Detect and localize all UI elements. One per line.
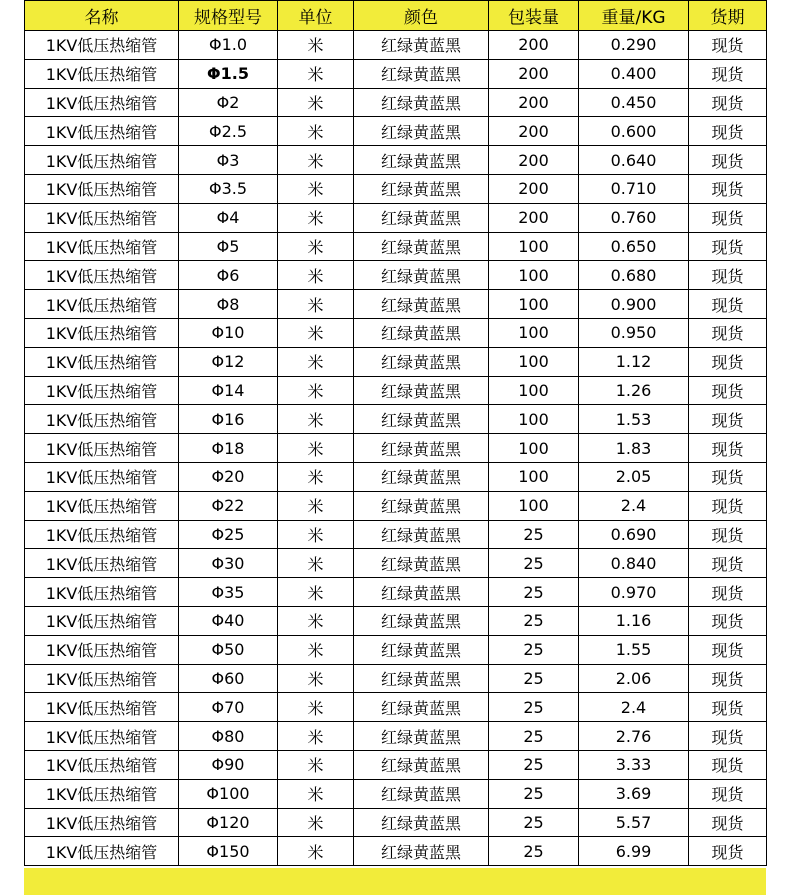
name-cell: 1KV低压热缩管 — [25, 405, 179, 434]
table-row — [25, 491, 767, 520]
qty-cell: 25 — [489, 693, 579, 722]
unit-cell: 米 — [278, 88, 354, 117]
weight-cell: 6.99 — [579, 837, 689, 866]
unit-cell: 米 — [278, 434, 354, 463]
qty-cell: 25 — [489, 779, 579, 808]
table-row — [25, 318, 767, 347]
color-cell: 红绿黄蓝黑 — [354, 203, 489, 232]
name-cell: 1KV低压热缩管 — [25, 434, 179, 463]
table-row — [25, 232, 767, 261]
color-cell: 红绿黄蓝黑 — [354, 693, 489, 722]
unit-cell: 米 — [278, 31, 354, 60]
lead-cell: 现货 — [689, 549, 767, 578]
lead-cell: 现货 — [689, 693, 767, 722]
qty-cell: 100 — [489, 318, 579, 347]
spec-cell: Φ20 — [179, 462, 278, 491]
lead-cell: 现货 — [689, 290, 767, 319]
spec-cell: Φ5 — [179, 232, 278, 261]
color-cell: 红绿黄蓝黑 — [354, 606, 489, 635]
lead-cell: 现货 — [689, 31, 767, 60]
spec-cell: Φ25 — [179, 520, 278, 549]
weight-cell: 1.16 — [579, 606, 689, 635]
color-cell: 红绿黄蓝黑 — [354, 232, 489, 261]
color-cell: 红绿黄蓝黑 — [354, 146, 489, 175]
weight-cell: 0.760 — [579, 203, 689, 232]
lead-cell: 现货 — [689, 606, 767, 635]
name-cell: 1KV低压热缩管 — [25, 549, 179, 578]
unit-cell: 米 — [278, 664, 354, 693]
qty-cell: 25 — [489, 578, 579, 607]
weight-cell: 0.400 — [579, 59, 689, 88]
color-cell: 红绿黄蓝黑 — [354, 376, 489, 405]
name-cell: 1KV低压热缩管 — [25, 808, 179, 837]
unit-cell: 米 — [278, 693, 354, 722]
name-cell: 1KV低压热缩管 — [25, 290, 179, 319]
unit-cell: 米 — [278, 462, 354, 491]
header-lead: 货期 — [689, 1, 767, 31]
lead-cell: 现货 — [689, 174, 767, 203]
qty-cell: 200 — [489, 31, 579, 60]
name-cell: 1KV低压热缩管 — [25, 318, 179, 347]
name-cell: 1KV低压热缩管 — [25, 750, 179, 779]
lead-cell: 现货 — [689, 318, 767, 347]
lead-cell: 现货 — [689, 491, 767, 520]
weight-cell: 0.680 — [579, 261, 689, 290]
spec-cell: Φ70 — [179, 693, 278, 722]
spec-cell: Φ50 — [179, 635, 278, 664]
name-cell: 1KV低压热缩管 — [25, 261, 179, 290]
table-row — [25, 261, 767, 290]
weight-cell: 1.83 — [579, 434, 689, 463]
unit-cell: 米 — [278, 520, 354, 549]
weight-cell: 0.900 — [579, 290, 689, 319]
spec-cell: Φ3 — [179, 146, 278, 175]
table-row — [25, 174, 767, 203]
qty-cell: 25 — [489, 808, 579, 837]
color-cell: 红绿黄蓝黑 — [354, 837, 489, 866]
lead-cell: 现货 — [689, 117, 767, 146]
header-unit: 单位 — [278, 1, 354, 31]
weight-cell: 0.290 — [579, 31, 689, 60]
header-spec: 规格型号 — [179, 1, 278, 31]
color-cell: 红绿黄蓝黑 — [354, 664, 489, 693]
color-cell: 红绿黄蓝黑 — [354, 261, 489, 290]
lead-cell: 现货 — [689, 232, 767, 261]
table-row — [25, 722, 767, 751]
table-row — [25, 31, 767, 60]
unit-cell: 米 — [278, 117, 354, 146]
unit-cell: 米 — [278, 405, 354, 434]
table-row — [25, 290, 767, 319]
unit-cell: 米 — [278, 174, 354, 203]
weight-cell: 1.26 — [579, 376, 689, 405]
header-row — [25, 1, 767, 31]
weight-cell: 5.57 — [579, 808, 689, 837]
spec-cell: Φ30 — [179, 549, 278, 578]
header-weight: 重量/KG — [579, 1, 689, 31]
color-cell: 红绿黄蓝黑 — [354, 174, 489, 203]
qty-cell: 100 — [489, 232, 579, 261]
table-row — [25, 405, 767, 434]
lead-cell: 现货 — [689, 59, 767, 88]
color-cell: 红绿黄蓝黑 — [354, 88, 489, 117]
color-cell: 红绿黄蓝黑 — [354, 31, 489, 60]
name-cell: 1KV低压热缩管 — [25, 520, 179, 549]
table-row — [25, 578, 767, 607]
table-row — [25, 520, 767, 549]
qty-cell: 100 — [489, 376, 579, 405]
name-cell: 1KV低压热缩管 — [25, 462, 179, 491]
name-cell: 1KV低压热缩管 — [25, 606, 179, 635]
unit-cell: 米 — [278, 203, 354, 232]
table-row — [25, 549, 767, 578]
weight-cell: 0.690 — [579, 520, 689, 549]
weight-cell: 2.4 — [579, 491, 689, 520]
lead-cell: 现货 — [689, 664, 767, 693]
spec-cell: Φ4 — [179, 203, 278, 232]
color-cell: 红绿黄蓝黑 — [354, 635, 489, 664]
lead-cell: 现货 — [689, 376, 767, 405]
qty-cell: 25 — [489, 549, 579, 578]
unit-cell: 米 — [278, 261, 354, 290]
spec-cell: Φ90 — [179, 750, 278, 779]
name-cell: 1KV低压热缩管 — [25, 146, 179, 175]
unit-cell: 米 — [278, 779, 354, 808]
weight-cell: 0.840 — [579, 549, 689, 578]
spec-cell: Φ2 — [179, 88, 278, 117]
table-row — [25, 376, 767, 405]
weight-cell: 2.05 — [579, 462, 689, 491]
name-cell: 1KV低压热缩管 — [25, 117, 179, 146]
spec-cell: Φ6 — [179, 261, 278, 290]
name-cell: 1KV低压热缩管 — [25, 693, 179, 722]
name-cell: 1KV低压热缩管 — [25, 232, 179, 261]
spec-cell: Φ150 — [179, 837, 278, 866]
unit-cell: 米 — [278, 376, 354, 405]
name-cell: 1KV低压热缩管 — [25, 837, 179, 866]
color-cell: 红绿黄蓝黑 — [354, 434, 489, 463]
table-row — [25, 203, 767, 232]
lead-cell: 现货 — [689, 146, 767, 175]
qty-cell: 25 — [489, 837, 579, 866]
name-cell: 1KV低压热缩管 — [25, 722, 179, 751]
weight-cell: 2.06 — [579, 664, 689, 693]
color-cell: 红绿黄蓝黑 — [354, 520, 489, 549]
weight-cell: 0.950 — [579, 318, 689, 347]
unit-cell: 米 — [278, 837, 354, 866]
name-cell: 1KV低压热缩管 — [25, 779, 179, 808]
name-cell: 1KV低压热缩管 — [25, 347, 179, 376]
lead-cell: 现货 — [689, 88, 767, 117]
table-row — [25, 606, 767, 635]
qty-cell: 100 — [489, 491, 579, 520]
spec-cell: Φ18 — [179, 434, 278, 463]
color-cell: 红绿黄蓝黑 — [354, 491, 489, 520]
qty-cell: 100 — [489, 261, 579, 290]
table-row — [25, 750, 767, 779]
spec-cell: Φ1.5 — [179, 59, 278, 88]
weight-cell: 2.4 — [579, 693, 689, 722]
lead-cell: 现货 — [689, 203, 767, 232]
qty-cell: 25 — [489, 520, 579, 549]
weight-cell: 0.600 — [579, 117, 689, 146]
lead-cell: 现货 — [689, 722, 767, 751]
unit-cell: 米 — [278, 347, 354, 376]
name-cell: 1KV低压热缩管 — [25, 578, 179, 607]
weight-cell: 1.53 — [579, 405, 689, 434]
color-cell: 红绿黄蓝黑 — [354, 290, 489, 319]
table-body — [25, 31, 767, 866]
weight-cell: 1.12 — [579, 347, 689, 376]
spec-cell: Φ22 — [179, 491, 278, 520]
header-qty: 包装量 — [489, 1, 579, 31]
unit-cell: 米 — [278, 318, 354, 347]
weight-cell: 0.450 — [579, 88, 689, 117]
lead-cell: 现货 — [689, 635, 767, 664]
color-cell: 红绿黄蓝黑 — [354, 808, 489, 837]
lead-cell: 现货 — [689, 405, 767, 434]
color-cell: 红绿黄蓝黑 — [354, 779, 489, 808]
unit-cell: 米 — [278, 290, 354, 319]
table-row — [25, 117, 767, 146]
name-cell: 1KV低压热缩管 — [25, 664, 179, 693]
name-cell: 1KV低压热缩管 — [25, 31, 179, 60]
spec-cell: Φ35 — [179, 578, 278, 607]
table-row — [25, 59, 767, 88]
color-cell: 红绿黄蓝黑 — [354, 578, 489, 607]
table-row — [25, 664, 767, 693]
lead-cell: 现货 — [689, 347, 767, 376]
unit-cell: 米 — [278, 491, 354, 520]
spec-cell: Φ3.5 — [179, 174, 278, 203]
spec-table — [24, 0, 767, 866]
lead-cell: 现货 — [689, 434, 767, 463]
unit-cell: 米 — [278, 59, 354, 88]
weight-cell: 2.76 — [579, 722, 689, 751]
spec-cell: Φ120 — [179, 808, 278, 837]
table-row — [25, 635, 767, 664]
table-row — [25, 347, 767, 376]
unit-cell: 米 — [278, 722, 354, 751]
lead-cell: 现货 — [689, 779, 767, 808]
spec-cell: Φ40 — [179, 606, 278, 635]
table-row — [25, 88, 767, 117]
table-row — [25, 837, 767, 866]
qty-cell: 200 — [489, 203, 579, 232]
lead-cell: 现货 — [689, 261, 767, 290]
unit-cell: 米 — [278, 578, 354, 607]
weight-cell: 0.650 — [579, 232, 689, 261]
qty-cell: 25 — [489, 750, 579, 779]
header-color: 颜色 — [354, 1, 489, 31]
color-cell: 红绿黄蓝黑 — [354, 405, 489, 434]
qty-cell: 100 — [489, 290, 579, 319]
weight-cell: 0.970 — [579, 578, 689, 607]
table-row — [25, 462, 767, 491]
color-cell: 红绿黄蓝黑 — [354, 347, 489, 376]
spec-cell: Φ100 — [179, 779, 278, 808]
unit-cell: 米 — [278, 635, 354, 664]
qty-cell: 200 — [489, 88, 579, 117]
lead-cell: 现货 — [689, 520, 767, 549]
table-row — [25, 779, 767, 808]
weight-cell: 3.33 — [579, 750, 689, 779]
weight-cell: 3.69 — [579, 779, 689, 808]
qty-cell: 25 — [489, 664, 579, 693]
qty-cell: 25 — [489, 606, 579, 635]
color-cell: 红绿黄蓝黑 — [354, 750, 489, 779]
lead-cell: 现货 — [689, 750, 767, 779]
spec-cell: Φ60 — [179, 664, 278, 693]
qty-cell: 200 — [489, 59, 579, 88]
header-name: 名称 — [25, 1, 179, 31]
weight-cell: 0.640 — [579, 146, 689, 175]
weight-cell: 0.710 — [579, 174, 689, 203]
name-cell: 1KV低压热缩管 — [25, 376, 179, 405]
unit-cell: 米 — [278, 750, 354, 779]
qty-cell: 200 — [489, 146, 579, 175]
unit-cell: 米 — [278, 549, 354, 578]
qty-cell: 25 — [489, 722, 579, 751]
spec-cell: Φ2.5 — [179, 117, 278, 146]
color-cell: 红绿黄蓝黑 — [354, 722, 489, 751]
color-cell: 红绿黄蓝黑 — [354, 318, 489, 347]
spec-cell: Φ16 — [179, 405, 278, 434]
qty-cell: 200 — [489, 117, 579, 146]
qty-cell: 25 — [489, 635, 579, 664]
name-cell: 1KV低压热缩管 — [25, 635, 179, 664]
spec-cell: Φ14 — [179, 376, 278, 405]
spec-cell: Φ12 — [179, 347, 278, 376]
table-header — [25, 1, 767, 31]
unit-cell: 米 — [278, 808, 354, 837]
color-cell: 红绿黄蓝黑 — [354, 462, 489, 491]
table-row — [25, 146, 767, 175]
qty-cell: 100 — [489, 405, 579, 434]
spec-cell: Φ8 — [179, 290, 278, 319]
name-cell: 1KV低压热缩管 — [25, 174, 179, 203]
lead-cell: 现货 — [689, 837, 767, 866]
table-row — [25, 808, 767, 837]
table-row — [25, 434, 767, 463]
name-cell: 1KV低压热缩管 — [25, 203, 179, 232]
spec-cell: Φ1.0 — [179, 31, 278, 60]
lead-cell: 现货 — [689, 808, 767, 837]
qty-cell: 200 — [489, 174, 579, 203]
unit-cell: 米 — [278, 232, 354, 261]
color-cell: 红绿黄蓝黑 — [354, 549, 489, 578]
name-cell: 1KV低压热缩管 — [25, 88, 179, 117]
qty-cell: 100 — [489, 434, 579, 463]
unit-cell: 米 — [278, 146, 354, 175]
color-cell: 红绿黄蓝黑 — [354, 59, 489, 88]
name-cell: 1KV低压热缩管 — [25, 491, 179, 520]
spec-cell: Φ80 — [179, 722, 278, 751]
qty-cell: 100 — [489, 462, 579, 491]
name-cell: 1KV低压热缩管 — [25, 59, 179, 88]
unit-cell: 米 — [278, 606, 354, 635]
bottom-yellow-bar — [24, 868, 766, 895]
table-row — [25, 693, 767, 722]
color-cell: 红绿黄蓝黑 — [354, 117, 489, 146]
weight-cell: 1.55 — [579, 635, 689, 664]
lead-cell: 现货 — [689, 578, 767, 607]
qty-cell: 100 — [489, 347, 579, 376]
lead-cell: 现货 — [689, 462, 767, 491]
spec-cell: Φ10 — [179, 318, 278, 347]
